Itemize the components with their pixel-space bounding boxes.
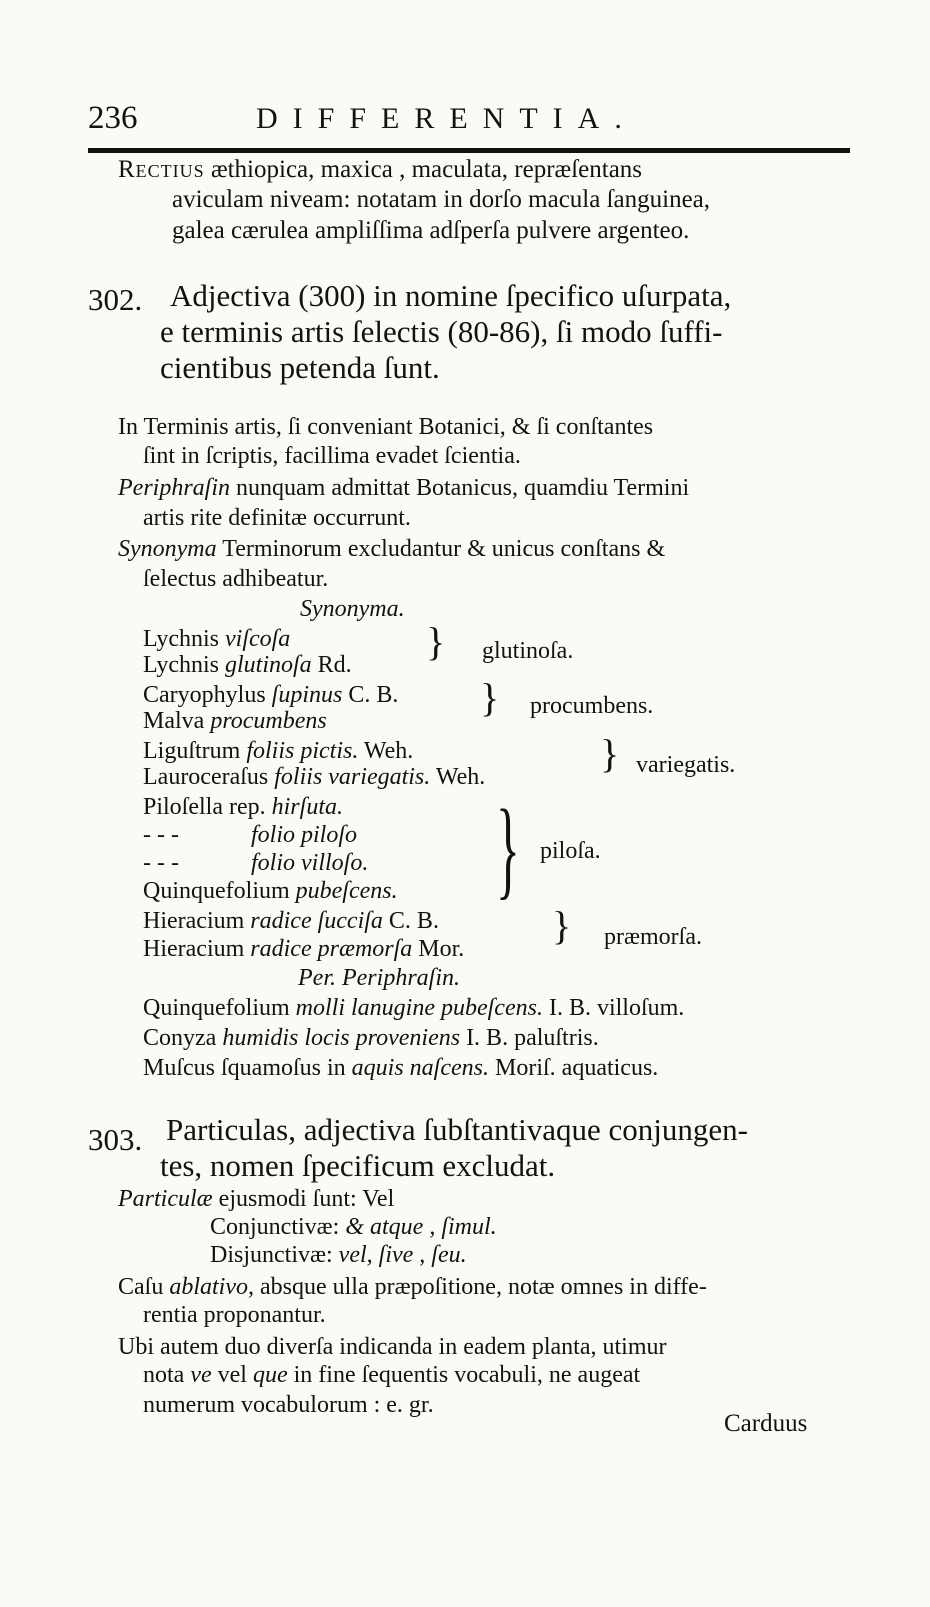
header-rule: [88, 148, 850, 153]
rule-periphrasin-line-1: [118, 475, 689, 502]
rule-disjunctivae-line: Disjunctivæ: vel, ſive , ſeu.: [210, 1242, 467, 1268]
term-particulae: Particulæ: [118, 1186, 213, 1212]
rule-casu-line-1: Caſu ablativo, absque ulla præpoſitione, notæ omnes in diffe-: [118, 1274, 707, 1300]
synonym-result: glutinoſa.: [482, 638, 574, 664]
synonym-row: Lychnis viſcoſa: [143, 626, 291, 652]
intro-line-3: galea cærulea ampliſſima adſperſa pulvere argenteo.: [172, 217, 690, 244]
periphrasin-row: Muſcus ſquamoſus in aquis naſcens. Moriſ. aquaticus.: [143, 1055, 659, 1081]
aphorism-303-number: 303.: [88, 1122, 143, 1157]
term-synonyma: Synonyma: [118, 536, 217, 562]
brace-glyph: }: [496, 787, 520, 909]
periphrasin-row: Conyza humidis locis proveniens I. B. paluſtris.: [143, 1025, 599, 1051]
running-header: [88, 100, 850, 148]
term-periphrasin: Periphraſin: [118, 475, 230, 501]
rule-periphrasin-line-2: artis rite definitæ occurrunt.: [143, 505, 411, 531]
aphorism-302-number: 302.: [88, 282, 143, 317]
aphorism-303-line-2: tes, nomen ſpecificum excludat.: [160, 1148, 556, 1183]
rule-particulae-line: [118, 1186, 394, 1213]
term-ablativo: ablativo,: [169, 1274, 254, 1300]
rule-particulae-text: ejusmodi ſunt: Vel: [218, 1186, 395, 1212]
synonym-row: - - - folio piloſo: [143, 822, 358, 848]
brace-glyph: }: [600, 731, 620, 776]
rule-casu-line-2: rentia proponantur.: [143, 1302, 326, 1328]
synonym-result: variegatis.: [636, 752, 736, 778]
synonym-row: Quinquefolium pubeſcens.: [143, 878, 398, 904]
synonym-result: piloſa.: [540, 838, 601, 864]
synonym-row: Piloſella rep. hirſuta.: [143, 794, 343, 820]
brace-glyph: }: [552, 903, 572, 948]
rule-ubi-line-2: nota ve vel que in fine ſequentis vocabuli, ne augeat: [143, 1362, 641, 1388]
catchword: Carduus: [724, 1410, 808, 1437]
intro-lead-word: Rectius: [118, 156, 205, 183]
page-number: 236: [88, 100, 138, 136]
rule-ubi-line-1: Ubi autem duo diverſa indicanda in eadem planta, utimur: [118, 1334, 667, 1360]
rule-synonyma-line-1: [118, 536, 665, 563]
aphorism-303-line-1: Particulas, adjectiva ſubſtantivaque conjungen-: [166, 1112, 748, 1147]
synonym-row: Malva procumbens: [143, 708, 327, 734]
rule-conjunctivae-line: Conjunctivæ: & atque , ſimul.: [210, 1214, 497, 1240]
intro-text: æthiopica, maxica , maculata, repræſentans: [210, 156, 643, 183]
periphrasin-heading: Per. Periphraſin.: [298, 965, 460, 991]
aphorism-302-line-1: Adjectiva (300) in nomine ſpecifico uſurpata,: [170, 278, 732, 313]
rule-periphrasin-text: nunquam admittat Botanicus, quamdiu Termini: [236, 475, 690, 501]
aphorism-302-line-2: e terminis artis ſelectis (80-86), ſi modo ſuffi-: [160, 314, 723, 349]
periphrasin-row: Quinquefolium molli lanugine pubeſcens. I. B. villoſum.: [143, 995, 685, 1021]
synonym-row: Hieracium radice præmorſa Mor.: [143, 936, 465, 962]
brace-glyph: }: [426, 619, 446, 664]
aphorism-302-line-3: cientibus petenda ſunt.: [160, 350, 440, 385]
synonym-row: - - - folio villoſo.: [143, 850, 369, 876]
synonym-row: Liguſtrum foliis pictis. Weh.: [143, 738, 414, 764]
rule-synonyma-text: Terminorum excludantur & unicus conſtans &: [222, 536, 666, 562]
brace-glyph: }: [480, 675, 500, 720]
synonym-row: Lychnis glutinoſa Rd.: [143, 652, 352, 678]
synonyma-heading: Synonyma.: [300, 596, 405, 622]
intro-line-1: [118, 156, 642, 184]
running-title: DIFFERENTIA.: [256, 102, 637, 135]
rule-termini-line-2: ſint in ſcriptis, facillima evadet ſcientia.: [143, 443, 521, 469]
synonym-row: Caryophylus ſupinus C. B.: [143, 682, 399, 708]
rule-synonyma-line-2: ſelectus adhibeatur.: [143, 566, 329, 592]
rule-termini-line-1: In Terminis artis, ſi conveniant Botanici, & ſi conſtantes: [118, 414, 654, 440]
rule-ubi-line-3: numerum vocabulorum : e. gr.: [143, 1392, 434, 1418]
synonym-row: Lauroceraſus foliis variegatis. Weh.: [143, 764, 486, 790]
synonym-row: Hieracium radice ſucciſa C. B.: [143, 908, 439, 934]
synonym-result: præmorſa.: [604, 924, 702, 950]
synonym-result: procumbens.: [530, 693, 654, 719]
intro-line-2: aviculam niveam: notatam in dorſo macula ſanguinea,: [172, 186, 711, 213]
